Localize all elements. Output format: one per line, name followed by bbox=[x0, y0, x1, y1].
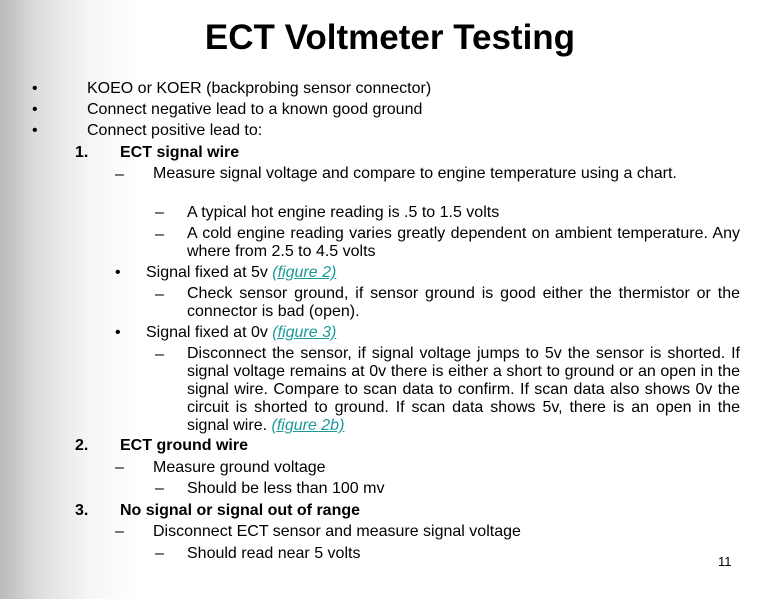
bullet-marker: • bbox=[32, 101, 38, 118]
dash-marker: – bbox=[115, 459, 124, 476]
page-number: 11 bbox=[718, 554, 732, 569]
dash-marker: – bbox=[155, 226, 164, 243]
ground-measure-text: Measure ground voltage bbox=[153, 459, 326, 476]
figure-3-link[interactable]: (figure 3) bbox=[272, 324, 337, 341]
bullet-marker: • bbox=[115, 264, 121, 281]
fixed-0v-detail-text: Disconnect the sensor, if signal voltage jumps to 5v the sensor is shorted. If signal voltage remains at 0v there is either a short to ground or an open in the signal wire. Compare to scan data to confirm. If scan data also shows 0v the circuit is shorted to ground. If scan data shows 5v, there is an open in the signal wire. bbox=[187, 345, 740, 434]
dash-marker: – bbox=[155, 346, 164, 363]
dash-marker: – bbox=[115, 166, 124, 183]
signal-fixed-5v bbox=[146, 263, 336, 282]
signal-measure-text: Measure signal voltage and compare to engine temperature using a chart. bbox=[153, 165, 677, 182]
bullet-negative-lead: Connect negative lead to a known good ground bbox=[87, 101, 423, 118]
item-heading-no-signal: No signal or signal out of range bbox=[120, 502, 361, 519]
bullet-marker: • bbox=[115, 324, 121, 341]
bullet-koeo: KOEO or KOER (backprobing sensor connector) bbox=[87, 80, 432, 97]
item-number-1: 1. bbox=[75, 144, 89, 161]
item-heading-signal-wire: ECT signal wire bbox=[120, 144, 240, 161]
dash-marker: – bbox=[115, 523, 124, 540]
item-number-3: 3. bbox=[75, 502, 89, 519]
dash-marker: – bbox=[155, 286, 164, 303]
item-number-2: 2. bbox=[75, 437, 89, 454]
bullet-marker: • bbox=[32, 122, 38, 139]
slide-title: ECT Voltmeter Testing bbox=[204, 18, 576, 57]
signal-fixed-5v-text: Signal fixed at 5v bbox=[146, 264, 273, 281]
bullet-marker: • bbox=[32, 80, 38, 97]
hot-engine-reading: A typical hot engine reading is .5 to 1.5 volts bbox=[187, 204, 500, 221]
ground-threshold: Should be less than 100 mv bbox=[187, 480, 385, 497]
dash-marker: – bbox=[155, 480, 164, 497]
disconnect-measure-text: Disconnect ECT sensor and measure signal voltage bbox=[153, 523, 521, 540]
signal-fixed-0v-text: Signal fixed at 0v bbox=[146, 324, 273, 341]
cold-engine-reading: A cold engine reading varies greatly dependent on ambient temperature. Any where from 2.5 to 4.5 volts bbox=[187, 225, 740, 260]
figure-2b-link[interactable]: (figure 2b) bbox=[271, 417, 345, 434]
dash-marker: – bbox=[155, 204, 164, 221]
item-heading-ground-wire: ECT ground wire bbox=[120, 437, 248, 454]
fixed-0v-detail bbox=[187, 345, 740, 435]
figure-2-link[interactable]: (figure 2) bbox=[272, 264, 337, 281]
signal-fixed-0v bbox=[146, 323, 336, 342]
dash-marker: – bbox=[155, 545, 164, 562]
near-5-volts: Should read near 5 volts bbox=[187, 545, 361, 562]
bullet-positive-lead: Connect positive lead to: bbox=[87, 122, 263, 139]
fixed-5v-detail: Check sensor ground, if sensor ground is good either the thermistor or the connector is bad (open). bbox=[187, 285, 740, 320]
